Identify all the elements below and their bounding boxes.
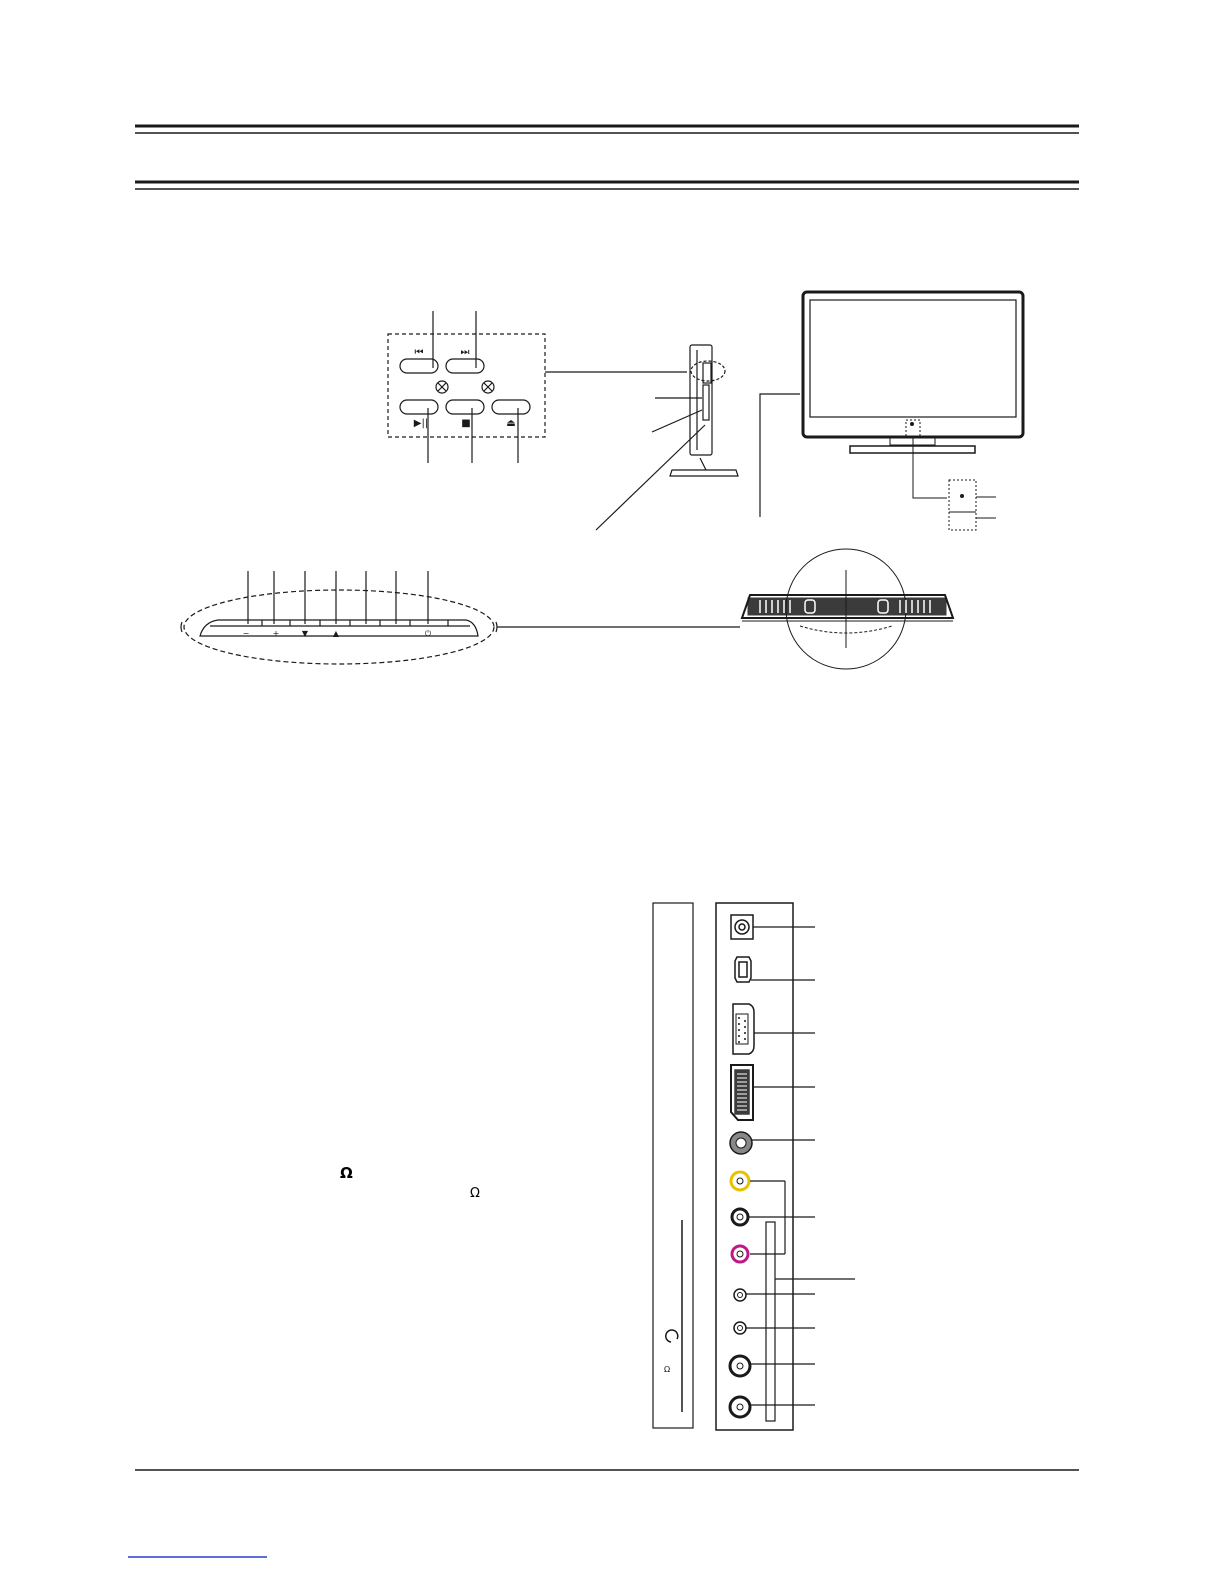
minus-icon: −: [242, 629, 250, 638]
headphone-symbol: Ω: [340, 1164, 353, 1182]
play-pause-icon: ▶||: [413, 418, 429, 429]
indicator-led-icon: [482, 381, 494, 393]
headphone-symbol-small: Ω: [663, 1365, 671, 1374]
eject-button[interactable]: [492, 400, 530, 414]
indicator-led-icon: [436, 381, 448, 393]
audio-l-jack[interactable]: [732, 1209, 748, 1225]
prev-button[interactable]: [400, 359, 438, 373]
spdif-jack[interactable]: [734, 1322, 746, 1334]
skip-back-icon: ⏮: [414, 347, 424, 358]
vga-port[interactable]: [733, 1004, 754, 1054]
connector-callouts: [746, 927, 855, 1405]
satellite-jack[interactable]: [730, 1397, 750, 1417]
down-arrow-icon: ▼: [301, 629, 309, 638]
hdmi-port[interactable]: [735, 957, 751, 982]
up-arrow-icon: ▲: [332, 629, 340, 638]
header-rules: [135, 126, 1079, 189]
dvd-control-panel: [388, 311, 687, 463]
plus-icon: +: [272, 629, 280, 638]
tv-side-view: [596, 345, 738, 530]
stop-button[interactable]: [446, 400, 484, 414]
play-pause-button[interactable]: [400, 400, 438, 414]
svideo-port[interactable]: [730, 1132, 752, 1154]
video-in-jack[interactable]: [731, 1172, 749, 1190]
rf-antenna-jack[interactable]: [730, 1356, 750, 1376]
side-buttons: [248, 571, 448, 626]
headphone-jack-icon: [666, 1330, 678, 1342]
power-icon: ⏻: [424, 629, 432, 638]
side-panel: [653, 903, 693, 1428]
pc-audio-jack[interactable]: [734, 1289, 746, 1301]
skip-forward-icon: ⏭: [460, 347, 470, 358]
audio-r-jack[interactable]: [732, 1246, 748, 1262]
stop-icon: ■: [461, 418, 471, 429]
ci-slot: [766, 1222, 775, 1421]
eject-icon: ⏏: [506, 418, 516, 429]
next-button[interactable]: [446, 359, 484, 373]
tv-bottom-view: [742, 549, 953, 669]
side-control-strip: [181, 571, 740, 664]
ohm-symbol: Ω: [470, 1186, 480, 1201]
scart-port[interactable]: [731, 1065, 753, 1120]
tv-front-view: [760, 292, 1023, 530]
optical-out-port[interactable]: [731, 915, 753, 939]
connector-panel: [716, 903, 793, 1430]
side-button-glyphs: [243, 629, 432, 638]
